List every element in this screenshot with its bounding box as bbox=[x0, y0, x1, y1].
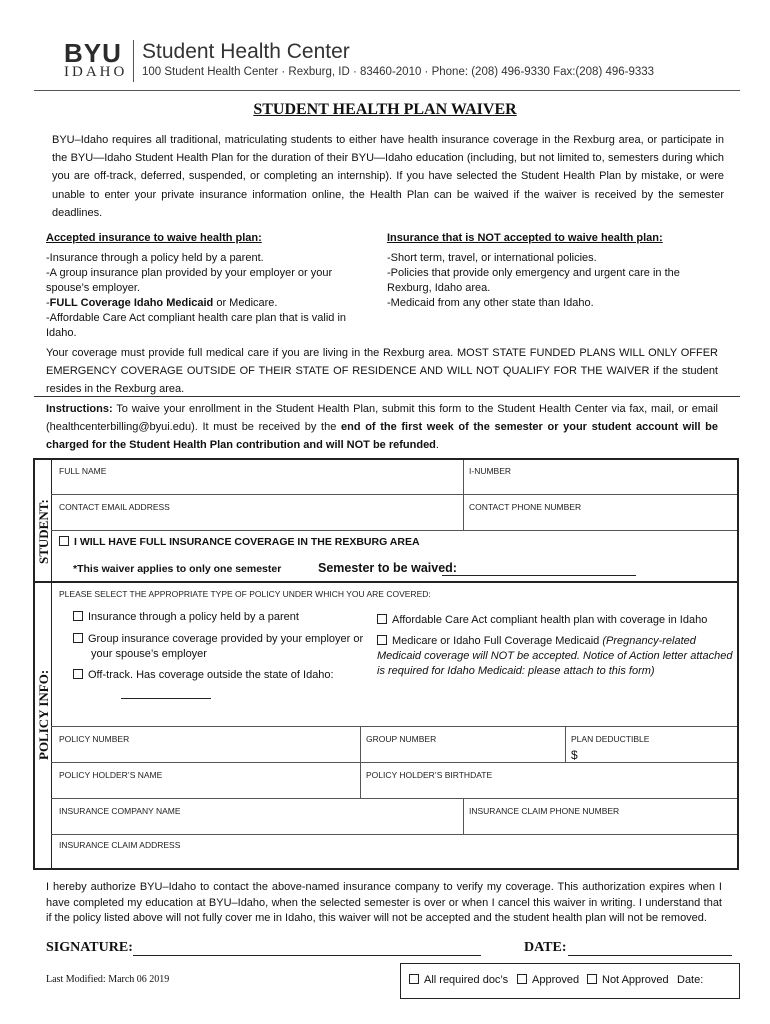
health-center-name: Student Health Center bbox=[142, 40, 350, 63]
medicare-checkbox[interactable] bbox=[377, 634, 739, 679]
full-name-field[interactable]: FULL NAME bbox=[59, 466, 107, 476]
not-accepted-list bbox=[387, 251, 707, 311]
group-insurance-label-2: your spouse’s employer bbox=[91, 648, 207, 660]
i-number-field[interactable]: I-NUMBER bbox=[469, 466, 512, 476]
student-section-label: STUDENT: bbox=[36, 499, 51, 564]
section-divider bbox=[35, 581, 737, 583]
policy-select-prompt: PLEASE SELECT THE APPROPRIATE TYPE OF POLICY UNDER WHICH YOU ARE COVERED: bbox=[59, 589, 431, 599]
list-item-rest: or Medicare. bbox=[213, 297, 278, 309]
group-insurance-checkbox[interactable] bbox=[73, 632, 373, 662]
medicare-note: (Pregnancy-related Medicaid coverage will NOT be accepted. Notice of Action letter attached is required for Idaho Medicaid: please attach to this form) bbox=[377, 635, 733, 677]
policy-number-field[interactable]: POLICY NUMBER bbox=[59, 734, 130, 744]
deductible-dollar-sign: $ bbox=[571, 748, 578, 762]
checkbox-icon[interactable] bbox=[73, 669, 83, 679]
list-item: -Medicaid from any other state than Idaho. bbox=[387, 297, 594, 309]
policy-section-label: POLICY INFO: bbox=[36, 669, 51, 760]
checkbox-icon[interactable] bbox=[73, 611, 83, 621]
header-divider bbox=[34, 90, 740, 91]
list-item: -Insurance through a policy held by a parent. bbox=[46, 252, 264, 264]
logo-divider bbox=[133, 40, 134, 82]
off-track-state-input[interactable] bbox=[121, 698, 211, 699]
row-divider bbox=[51, 762, 737, 763]
last-modified: Last Modified: March 06 2019 bbox=[46, 974, 170, 985]
row-divider bbox=[51, 798, 737, 799]
parent-policy-checkbox[interactable] bbox=[73, 610, 299, 625]
checkbox-icon[interactable] bbox=[587, 974, 597, 984]
authorization-paragraph: I hereby authorize BYU–Idaho to contact the above-named insurance company to verify my coverage. This authorization expires when I have completed my education at BYU–Idaho, when the selected semester is over or when I cancel this waiver in writing. I understand that if the policy listed above will not fully cover me in Idaho, this waiver will not be accepted and the student health plan will not be removed. bbox=[46, 881, 722, 924]
approved-checkbox[interactable] bbox=[517, 973, 579, 988]
office-date-label: Date: bbox=[677, 974, 704, 986]
group-insurance-label: Group insurance coverage provided by your employer or bbox=[88, 633, 364, 645]
checkbox-icon[interactable] bbox=[377, 635, 387, 645]
docs-label: All required doc’s bbox=[424, 974, 509, 986]
list-item-prefix: - bbox=[46, 297, 50, 309]
list-item: -Policies that provide only emergency and urgent care in the Rexburg, Idaho area. bbox=[387, 267, 680, 294]
full-coverage-label: I WILL HAVE FULL INSURANCE COVERAGE IN THE REXBURG AREA bbox=[74, 536, 420, 548]
docs-checkbox[interactable] bbox=[409, 973, 508, 988]
row-divider bbox=[51, 834, 737, 835]
signature-label: SIGNATURE: bbox=[46, 940, 133, 955]
signature-input[interactable] bbox=[133, 955, 481, 956]
health-center-address: 100 Student Health Center · Rexburg, ID · 83460-2010 · Phone: (208) 496-9330 Fax:(208) 496-9333 bbox=[142, 66, 655, 78]
aca-label: Affordable Care Act compliant health plan with coverage in Idaho bbox=[392, 614, 708, 626]
not-approved-label: Not Approved bbox=[602, 974, 669, 986]
office-use-box bbox=[400, 963, 740, 999]
instructions-divider bbox=[34, 396, 740, 397]
one-semester-note: *This waiver applies to only one semester bbox=[73, 563, 282, 575]
checkbox-icon[interactable] bbox=[59, 536, 69, 546]
checkbox-icon[interactable] bbox=[517, 974, 527, 984]
checkbox-icon[interactable] bbox=[73, 633, 83, 643]
aca-checkbox[interactable] bbox=[377, 613, 707, 628]
page-title: STUDENT HEALTH PLAN WAIVER bbox=[253, 101, 517, 118]
semester-label: Semester to be waived: bbox=[318, 561, 457, 575]
holder-name-field[interactable]: POLICY HOLDER’S NAME bbox=[59, 770, 163, 780]
phone-field[interactable]: CONTACT PHONE NUMBER bbox=[469, 502, 582, 512]
not-approved-checkbox[interactable] bbox=[587, 973, 669, 988]
list-item: -Short term, travel, or international policies. bbox=[387, 252, 597, 264]
instructions-end: . bbox=[435, 439, 439, 452]
accepted-heading: Accepted insurance to waive health plan: bbox=[46, 232, 262, 244]
medicare-label: Medicare or Idaho Full Coverage Medicaid bbox=[392, 635, 603, 647]
list-item bbox=[46, 296, 366, 311]
parent-policy-label: Insurance through a policy held by a parent bbox=[88, 611, 299, 623]
claim-address-field[interactable]: INSURANCE CLAIM ADDRESS bbox=[59, 840, 181, 850]
checkbox-icon[interactable] bbox=[409, 974, 419, 984]
company-name-field[interactable]: INSURANCE COMPANY NAME bbox=[59, 806, 181, 816]
instructions-label: Instructions: bbox=[46, 403, 113, 415]
row-divider bbox=[51, 726, 737, 727]
row-divider bbox=[51, 494, 737, 495]
list-item-bold: FULL Coverage Idaho Medicaid bbox=[49, 297, 214, 309]
intro-paragraph: BYU–Idaho requires all traditional, matriculating students to either have health insurance coverage in the Rexburg area, or participate in the BYU—Idaho Student Health Plan for the duration of their BYU—Idaho education (including, but not limited to, semesters during which you are off-track, deferred, suspended, or completing an internship). If you have selected the Student Health Plan by mistake, or were unable to enter your private insurance information online, the Health Plan can be waived if the waiver is received by the semester deadlines. bbox=[52, 134, 724, 219]
coverage-note: Your coverage must provide full medical care if you are living in the Rexburg area. MOST STATE FUNDED PLANS WILL ONLY OFFER EMERGENCY COVERAGE OUTSIDE OF THEIR STATE OF RESIDENCE AND WILL NOT QUALIFY FOR THE WAIVER if the student resides in the Rexburg area. bbox=[46, 347, 718, 396]
holder-birthdate-field[interactable]: POLICY HOLDER’S BIRTHDATE bbox=[366, 770, 493, 780]
accepted-list bbox=[46, 251, 366, 341]
off-track-checkbox[interactable] bbox=[73, 668, 334, 683]
semester-input[interactable] bbox=[442, 575, 636, 576]
group-number-field[interactable]: GROUP NUMBER bbox=[366, 734, 437, 744]
checkbox-icon[interactable] bbox=[377, 614, 387, 624]
row-divider bbox=[51, 530, 737, 531]
full-coverage-checkbox[interactable] bbox=[59, 535, 420, 550]
off-track-label: Off-track. Has coverage outside the state of Idaho: bbox=[88, 669, 334, 681]
field-divider bbox=[565, 726, 566, 762]
waiver-form bbox=[33, 458, 739, 870]
field-divider bbox=[463, 460, 464, 530]
list-item: -A group insurance plan provided by your employer or your spouse’s employer. bbox=[46, 267, 333, 294]
date-label: DATE: bbox=[524, 940, 567, 955]
field-divider bbox=[463, 798, 464, 834]
date-input[interactable] bbox=[568, 955, 732, 956]
instructions-deadline: end of the first week of the semester or your student account will be charged for the Student Health Plan contribution and will NOT be refunded bbox=[46, 421, 718, 452]
byu-logo-text: BYU bbox=[64, 38, 122, 68]
plan-deductible-field[interactable]: PLAN DEDUCTIBLE bbox=[571, 734, 650, 744]
claim-phone-field[interactable]: INSURANCE CLAIM PHONE NUMBER bbox=[469, 806, 620, 816]
approved-label: Approved bbox=[532, 974, 580, 986]
instructions-text: To waive your enrollment in the Student Health Plan, submit this form to the Student Health Center via fax, mail, or email (healthcenterbilling@byui.edu). It must be received by the bbox=[46, 403, 718, 434]
instructions-paragraph bbox=[46, 400, 718, 455]
not-accepted-heading: Insurance that is NOT accepted to waive health plan: bbox=[387, 232, 663, 244]
idaho-logo-text: IDAHO bbox=[64, 64, 128, 80]
list-item: -Affordable Care Act compliant health care plan that is valid in Idaho. bbox=[46, 312, 347, 339]
email-field[interactable]: CONTACT EMAIL ADDRESS bbox=[59, 502, 170, 512]
